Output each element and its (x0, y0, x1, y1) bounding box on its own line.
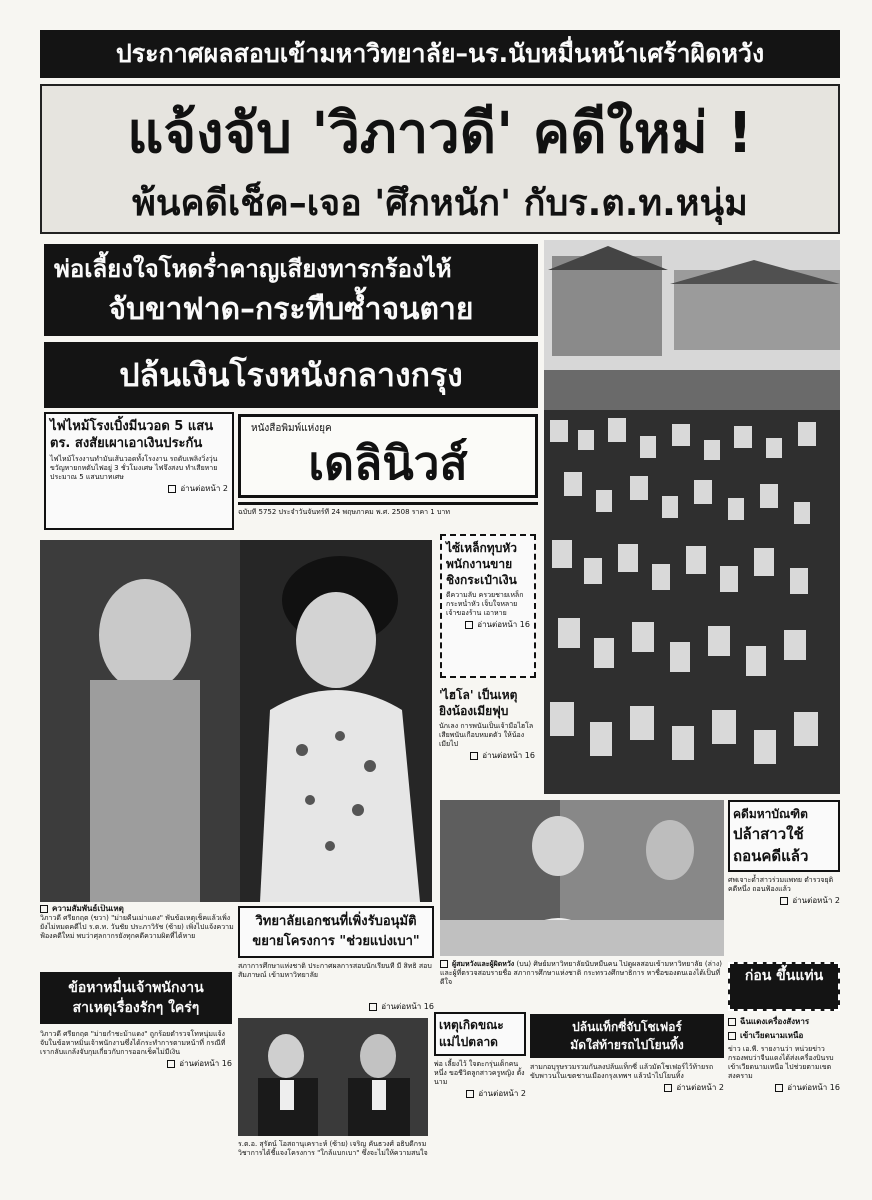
story-university-continue[interactable]: อ่านต่อหน้า 16 (238, 1000, 434, 1013)
story-taxi-body: สามกอบุรุษรวมรวมกันลงปล้นแท็กซี่ แล้วมัดโชเฟอร์ไว้ท้ายรถ ขับพาวนในเขตชานเมืองกรุงเทพฯ แล้วนำไปโยนทิ้ง (530, 1063, 714, 1080)
crowd-photo (544, 240, 840, 794)
story-graduate-body: ศพเจาะด้ำสาวร่วมแพทย ตำรวจยุติคดีหนึ่ง ถอนฟ้องแล้ว (728, 876, 834, 893)
couple-photo (40, 540, 432, 902)
story-gun-title2: ยิงน้องเมียฟุบ (439, 704, 509, 718)
story-fire-title2: ตร. สงสัยเผาเอาเงินประกัน (50, 436, 203, 451)
story-market (434, 1012, 526, 1170)
officials-photo-illustration (238, 1018, 428, 1136)
middle-photo (440, 800, 724, 956)
story-fire-continue[interactable]: อ่านต่อหน้า 2 (50, 482, 228, 495)
masthead-rule (238, 502, 538, 505)
story-university-title2: ขยายโครงการ "ช่วยแบ่งเบา" (252, 934, 420, 949)
top-banner: ประกาศผลสอบเข้ามหาวิทยาลัย–นร.นับหมื่นหน้าเศร้าผิดหวัง (40, 30, 840, 78)
masthead-logo-box (238, 414, 538, 498)
sidebar-logo: ก่อน ขึ้นแท่น (728, 962, 840, 1011)
story-mistress (40, 972, 232, 1170)
sidebar-short-news (728, 962, 840, 1168)
story-market-title2: แม่ไปตลาด (439, 1035, 498, 1049)
main-headline-box (40, 84, 840, 234)
officials-photo (238, 1018, 428, 1136)
story-mistress-body: วิภาวดี ศรียกฤต "ม่ายกำชะม้าแดง" ถูกร้อยตำรวจโทหนุ่มแจ้งจับในข้อหาหมิ่นเจ้าพนักงานซึ่งได้กระทำการตามหน้าที่ กรณีที่เรากลับแกล้งจับกุมเกี่ยวกับการออกเช็คไม่มีเงิน (40, 1030, 226, 1056)
masthead-issue-info: ฉบับที่ 5752 ประจำวันจันทร์ที่ 24 พฤษภาคม พ.ศ. 2508 ราคา 1 บาท (238, 508, 450, 516)
caption-couple-body: วิภาวดี ศรียกฤต (ขวา) "ม่ายคืนเม่าแดง" พันข้อเหตุเช็คแล้วเพิ่งยังไม่หมดคดีไป ร.ต.ท. วันชัย ประภาวิรัช (ซ้าย) เพิ่งไปแจ้งความ ฟ้องคดีใหม่ พบว่าศุลกากรยังทุกคดีความผิดที่ได้หาย (40, 914, 234, 940)
story-gun (436, 684, 538, 794)
headline-2: พ้นคดีเช็ค–เจอ 'ศึกหนัก' กับร.ต.ท.หนุ่ม (132, 183, 748, 224)
story-graduate-title3: ถอนคดีแล้ว (733, 847, 809, 865)
story-university-body: สภาการศึกษาแห่งชาติ ประกาศผลการสอบนักเรียนที่ มี สิทธิ สอบสัมภาษณ์ เข้ามหาวิทยาลัย (238, 962, 432, 979)
caption-middle (440, 960, 724, 1004)
story-gun-body: นักเลง การพนันเป็นเจ้ามือไฮโล เสียพนันเกือบหมดตัว ให้น้องเมียไป (439, 722, 534, 748)
story-taxi-title-box (530, 1014, 724, 1058)
story-taxi-continue[interactable]: อ่านต่อหน้า 2 (530, 1081, 724, 1094)
caption-officials: ร.ต.อ. สุรัตน์ โอสถานุเคราะห์ (ซ้าย) เจริญ คันธวงศ์ อธิบดีกรมวิชาการได้ชี้แจงโครงการ "ใกล้แบกเบา" ซึ่งจะไม่ให้ความสนใจ (238, 1140, 428, 1157)
story-university (238, 906, 434, 1014)
couple-photo-illustration (40, 540, 432, 902)
story-fire (44, 412, 234, 530)
masthead (238, 412, 538, 530)
masthead-name: เดลินิวส์ (308, 436, 468, 490)
story-thief-title2: พนักงานขาย (446, 557, 513, 571)
story-thief-continue[interactable]: อ่านต่อหน้า 16 (446, 618, 530, 631)
story-university-title-box (238, 906, 434, 958)
story-robbery-headline: ปล้นเงินโรงหนังกลางกรุง (44, 342, 538, 408)
story-mistress-continue[interactable]: อ่านต่อหน้า 16 (40, 1057, 232, 1070)
story-mistress-title1: ข้อหาหมื่นเจ้าพนักงาน (68, 980, 204, 996)
story-taxi-title2: มัดใส่ท้ายรถไปโยนทิ้ง (570, 1038, 684, 1052)
story-thief (440, 534, 536, 678)
story-market-title-box (434, 1012, 526, 1056)
masthead-tagline: หนังสือพิมพ์แห่งยุค (251, 423, 332, 434)
story-thief-body: ตีความลับ ครวยชายเหล็ก กระหน่ำหัว เจ็บใจหลายเจ้าของร้าน เอาหาย (446, 591, 524, 617)
crowd-photo-illustration (544, 240, 840, 794)
story-cruel-stepfather (44, 244, 538, 336)
story-taxi-title1: ปล้นแท็กซี่จับโชเฟอร์ (572, 1020, 682, 1034)
sidebar-body: ข่าว เอ.พี. รายงานว่า หน่วยข่าวกรองพบว่าจีนแดงได้ส่งเครื่องบินรบเข้าเวียดนามเหนือ ไปช่วยตามเขตสงคราม (728, 1045, 834, 1080)
story-graduate (728, 800, 840, 960)
story-graduate-title-box (728, 800, 840, 872)
story-market-body: พ่อ เลี้ยงไว้ ใจตะกรุ่นเด็กคนหนึ่ง ขอชีวิตลูกสาวครูหญิง ตั้งนาม (434, 1060, 525, 1086)
story-thief-title1: ไซ้เหล็กทุบหัว (446, 541, 517, 555)
story-market-continue[interactable]: อ่านต่อหน้า 2 (434, 1087, 526, 1100)
sidebar-item2: เข้าเวียดนามเหนือ (728, 1031, 840, 1041)
caption-couple-title: ความสัมพันธ์เป็นเหตุ (40, 904, 236, 914)
story-mistress-title-box (40, 972, 232, 1024)
story-cruel-line2: จับขาฟาด–กระทืบซ้ำจนตาย (108, 292, 474, 327)
sidebar-item1: ฉีนแดงเครื่องสังหาร (728, 1017, 840, 1027)
headline-1: แจ้งจับ 'วิภาวดี' คดีใหม่ ! (127, 101, 753, 166)
story-graduate-title1: คดีมหาบัณฑิต (733, 807, 808, 821)
caption-couple (40, 904, 236, 966)
story-gun-continue[interactable]: อ่านต่อหน้า 16 (439, 749, 535, 762)
story-gun-title1: 'ไฮโล' เป็นเหตุ (439, 688, 518, 702)
sidebar-continue[interactable]: อ่านต่อหน้า 16 (728, 1081, 840, 1094)
story-taxi (530, 1014, 724, 1170)
story-graduate-continue[interactable]: อ่านต่อหน้า 2 (728, 894, 840, 907)
story-thief-title3: ชิงกระเป๋าเงิน (446, 573, 517, 587)
story-university-title1: วิทยาลัยเอกชนที่เพิ่งรับอนุมัติ (255, 914, 417, 929)
story-graduate-title2: ปล้าสาวใช้ (733, 825, 804, 843)
story-fire-title1: ไฟไหม้โรงเบิ้งมีนวอด 5 แสน (50, 419, 214, 434)
middle-photo-illustration (440, 800, 724, 956)
story-cruel-line1: พ่อเลี้ยงใจโหดร่ำคาญเสียงทารกร้องไห้ (54, 255, 452, 283)
story-fire-body: ไฟไหม้โรงงานทำมันเส้นวอดทั้งโรงงาน รถดับเพลิงวิ่งวุ่น ขวัญหายกหตับไฟอยู่ 3 ชั่วโมงเศษ ไฟจึงสงบ ทำเสียหายประมาณ 5 แสนบาทเศษ (50, 455, 218, 481)
story-mistress-title2: สาเหตุเรื่องรักๆ ใคร่ๆ (72, 1000, 200, 1016)
caption-middle-text: ผู้สมหวังและผู้ผิดหวัง (บน) ศิษย์มหาวิทยาลัยนับหมื่นคน ไปดูผลสอบเข้ามหาวิทยาลัย (ล่าง) และผู้ที่ตรวจสอบรายชื่อ สภาการศึกษาแห่งชาติ กระทรวงศึกษาธิการ หาชื่อของตนเองได้เป็นที่ดีใจ (440, 960, 722, 986)
story-market-title1: เหตุเกิดขณะ (439, 1018, 504, 1032)
